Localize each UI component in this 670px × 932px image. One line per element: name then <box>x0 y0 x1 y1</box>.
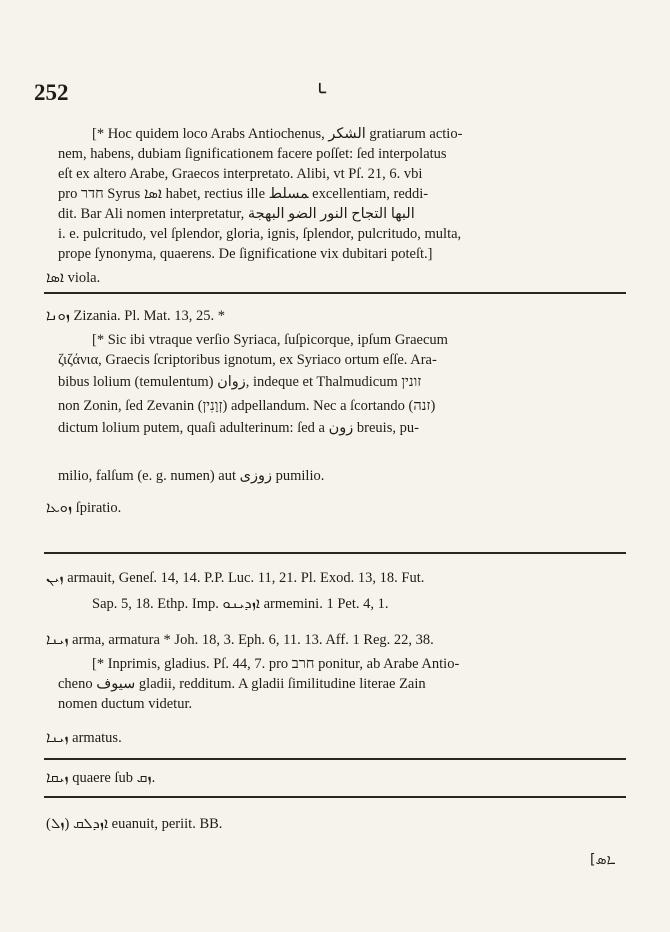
running-head-glyph: ـا <box>318 82 326 97</box>
section-rule <box>44 758 626 760</box>
text-line: nomen ductum videtur. <box>58 696 193 712</box>
headword-quaere: ܙܝܩܐ quaere ſub ܙܩ. <box>46 770 156 786</box>
text-line: dictum lolium putem, quaſi adulterinum: ſed a ﺯﻭﻥ breuis, pu- <box>58 420 419 436</box>
text-line: [* Sic ibi vtraque verſio Syriaca, ſuſpicorque, ipſum Graecum <box>92 332 448 348</box>
section-rule <box>44 796 626 798</box>
text-line: eſt ex altero Arabe, Graecos interpretato. Alibi, vt Pſ. 21, 6. vbi <box>58 166 423 182</box>
text-line: milio, falſum (e. g. numen) aut ﺯﻭﺯﻯ pumilio. <box>58 468 325 484</box>
text-line: i. e. pulcritudo, vel ſplendor, gloria, ignis, ſplendor, pulcritudo, multa, <box>58 226 462 242</box>
headword-zizania: ܙܘܢܐ Zizania. Pl. Mat. 13, 25. * <box>46 308 225 324</box>
text-line: bibus lolium (temulentum) ﺯﻭﺍﻥ, indeque et Thalmudicum זונין <box>58 374 422 390</box>
section-rule <box>44 552 626 554</box>
page-number: 252 <box>34 80 69 105</box>
text-line: non Zonin, ſed Zevanin (זְוָנִין) adpellandum. Nec a ſcortando (זנה) <box>58 398 436 414</box>
text-line: nem, habens, dubiam ſignificationem facere poſſet: ſed interpolatus <box>58 146 447 162</box>
text-line: prope ſynonyma, quaerens. De ſignificatione vix dubitari poteſt.] <box>58 246 433 262</box>
text-line: ζιζάνια, Graecis ſcriptoribus ignotum, ex Syriaco ortum eſſe. Ara- <box>58 352 437 368</box>
headword-euanuit: (ܙܠ) ܐܙܕܠܩ euanuit, periit. BB. <box>46 816 223 832</box>
text-line: pro חדר Syrus ܐܣܐ habet, rectius ille ﻤﺴﻠﻂ excellentiam, reddi- <box>58 186 429 202</box>
text-line: Sap. 5, 18. Ethp. Imp. ܐܙܕܝܢܘ armemini. 1 Pet. 4, 1. <box>92 596 389 612</box>
headword-armatus: ܙܝܢܐ armatus. <box>46 730 122 746</box>
text-line: cheno ﺳﻴﻮﻑ gladii, redditum. A gladii ſimilitudine literae Zain <box>58 676 426 692</box>
headword-arma: ܙܝܢܐ arma, armatura * Joh. 18, 3. Eph. 6, 11. 13. Aff. 1 Reg. 22, 38. <box>46 632 434 648</box>
headword-spiratio: ܙܘܥܐ ſpiratio. <box>46 500 122 516</box>
headword-armauit: ܙܝܢ armauit, Geneſ. 14, 14. P.P. Luc. 11, 21. Pl. Exod. 13, 18. Fut. <box>46 570 425 586</box>
text-line: [* Inprimis, gladius. Pſ. 44, 7. pro חרב ponitur, ab Arabe Antio- <box>92 656 460 672</box>
section-rule <box>44 292 626 294</box>
text-line: dit. Bar Ali nomen interpretatur, ﺍﻟﺒﻬﺎ ﺍﻟﺘﺠﺎﺡ ﺍﻟﻨﻮﺭ ﺍﻟﻀﻮ ﺍﻟﺒﻬﺠﺔ <box>58 206 415 222</box>
catchword: [ـܐܣ <box>590 852 615 868</box>
headword-viola: ܐܣܐ viola. <box>46 270 101 286</box>
text-line: [* Hoc quidem loco Arabs Antiochenus, ﺍﻟﺸﻜﺮ gratiarum actio- <box>92 126 463 142</box>
